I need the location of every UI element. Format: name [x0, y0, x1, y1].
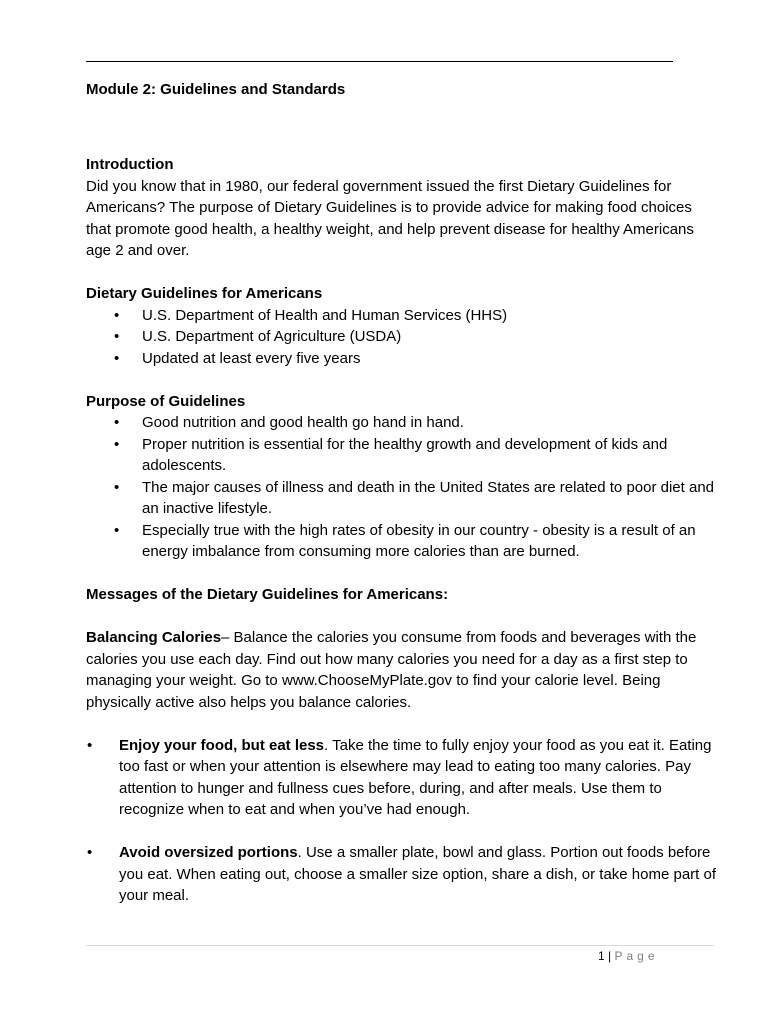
message-item-label: Avoid oversized portions	[119, 844, 298, 861]
list-item-text: Good nutrition and good health go hand in hand.	[142, 414, 464, 431]
list-item	[86, 520, 716, 563]
footer-separator: |	[608, 949, 612, 963]
purpose-heading: Purpose of Guidelines	[86, 392, 246, 410]
list-item-text: U.S. Department of Health and Human Services (HHS)	[142, 306, 508, 324]
list-item-text: The major causes of illness and death in the United States are related to poor diet and an inactive lifestyle.	[142, 478, 715, 517]
list-item	[86, 434, 716, 477]
message-item-label: Enjoy your food, but eat less	[119, 736, 325, 754]
purpose-list	[86, 412, 716, 563]
balancing-calories-label: Balancing Calories	[86, 629, 222, 646]
message-item-text: . Take the time to fully enjoy your food as you eat it. Eating too fast or when your attention is elsewhere may lead to eating too many calories. Pay attention to hunger and fullness cues before, during, and after meals. Use them to recognize when to eat and when you’ve had enough.	[119, 736, 712, 818]
message-item-text: . Use a smaller plate, bowl and glass. Portion out foods before you eat. When eating out, choose a smaller size option, share a dish, or take home part of your meal.	[119, 844, 717, 904]
page-label: Page	[614, 949, 659, 963]
list-item	[86, 326, 716, 348]
footer-rule	[86, 945, 714, 946]
bullet-icon: •	[114, 328, 120, 345]
list-item	[86, 412, 716, 434]
message-item-enjoy-food	[86, 735, 716, 821]
page-number: 1	[598, 949, 605, 963]
list-item-text: U.S. Department of Agriculture (USDA)	[142, 328, 402, 345]
bullet-icon: •	[114, 478, 120, 496]
bullet-icon: •	[114, 521, 120, 539]
list-item-text: Especially true with the high rates of obesity in our country - obesity is a result of an energy imbalance from consuming more calories than are burned.	[142, 521, 696, 560]
introduction-heading: Introduction	[86, 156, 174, 173]
bullet-icon: •	[114, 414, 120, 431]
message-item-avoid-oversized	[86, 842, 716, 907]
bullet-icon: •	[114, 435, 120, 453]
balancing-calories-text: – Balance the calories you consume from foods and beverages with the calories you use each day. Find out how many calories you need for a day as a first step to managing your weight. Go to www.ChooseMyPlate.gov to find your calorie level. Being physically active also helps you balance calories.	[86, 629, 697, 711]
document-body	[86, 80, 716, 907]
dietary-guidelines-heading: Dietary Guidelines for Americans	[86, 285, 323, 302]
bullet-icon: •	[114, 349, 120, 367]
bullet-icon: •	[114, 306, 120, 324]
list-item	[86, 477, 716, 520]
list-item-text: Proper nutrition is essential for the healthy growth and development of kids and adolescents.	[142, 435, 668, 474]
module-title: Module 2: Guidelines and Standards	[86, 81, 346, 98]
header-rule	[86, 61, 673, 62]
introduction-text: Did you know that in 1980, our federal government issued the first Dietary Guidelines for Americans? The purpose of Dietary Guidelines is to provide advice for making food choices that promote good health, a healthy weight, and help prevent disease for healthy Americans age 2 and over.	[86, 177, 694, 259]
balancing-calories-paragraph	[86, 627, 716, 713]
list-item-text: Updated at least every five years	[142, 349, 361, 367]
bullet-icon: •	[87, 736, 93, 754]
bullet-icon: •	[87, 844, 93, 861]
messages-heading: Messages of the Dietary Guidelines for Americans:	[86, 586, 449, 603]
dietary-guidelines-list	[86, 305, 716, 370]
list-item	[86, 348, 716, 370]
page-footer	[598, 949, 718, 963]
list-item	[86, 305, 716, 327]
